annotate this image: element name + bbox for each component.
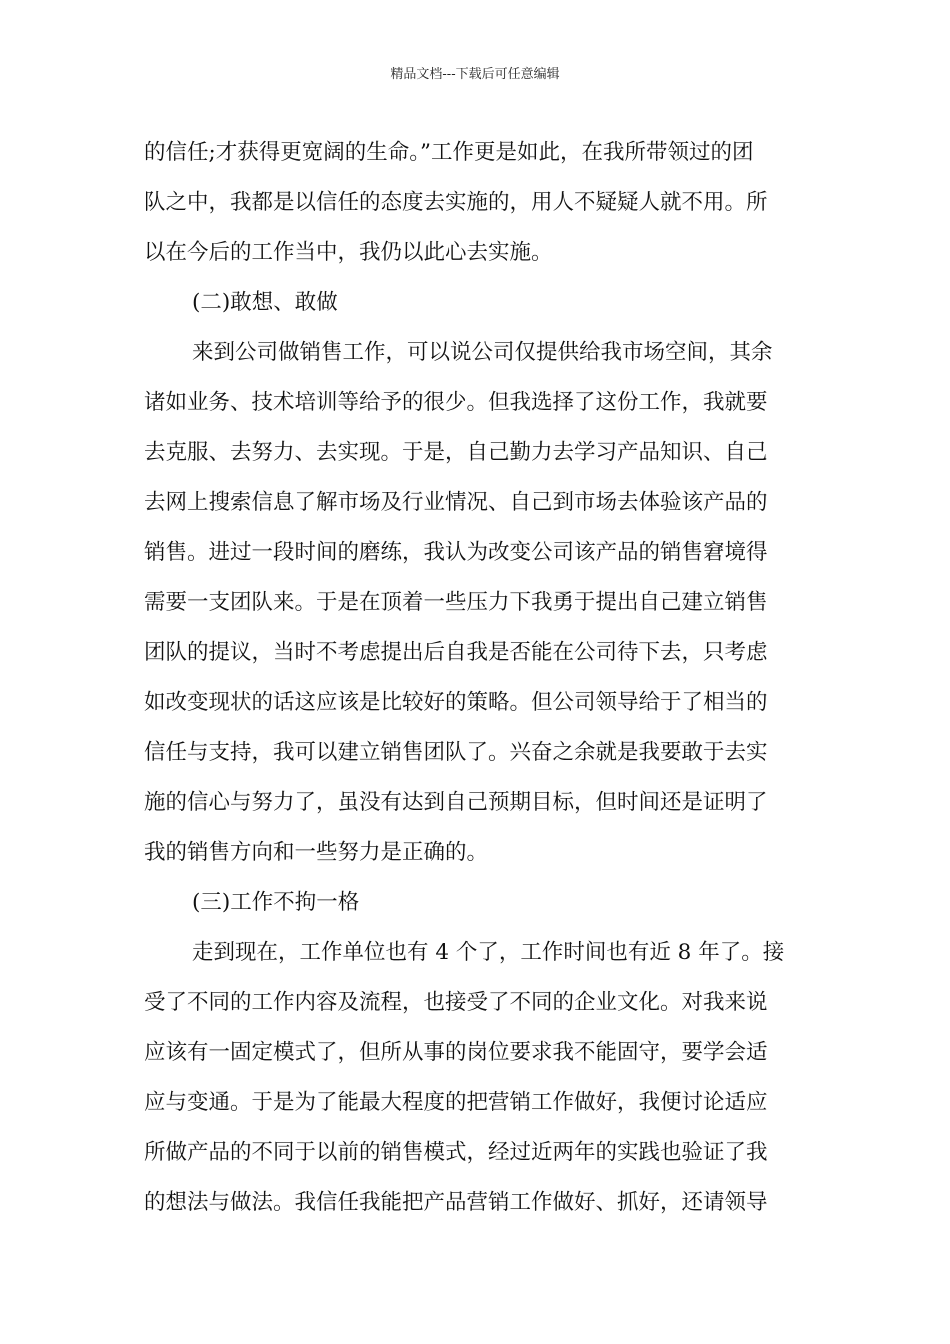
text-line: 的信任;才获得更宽阔的生命。”工作更是如此，在我所带领过的团: [144, 140, 754, 165]
text-line: 诸如业务、技术培训等给予的很少。但我选择了这份工作，我就要: [144, 390, 768, 415]
text-line: 的想法与做法。我信任我能把产品营销工作做好、抓好，还请领导: [144, 1190, 768, 1215]
text-line: 需要一支团队来。于是在顶着一些压力下我勇于提出自己建立销售: [144, 590, 768, 615]
text-line: 信任与支持，我可以建立销售团队了。兴奋之余就是我要敢于去实: [144, 740, 768, 765]
text-line: 去克服、去努力、去实现。于是，自己勤力去学习产品知识、自己: [144, 440, 768, 465]
text-line: 以在今后的工作当中，我仍以此心去实施。: [144, 240, 553, 265]
text-line: 走到现在，工作单位也有 4 个了，工作时间也有近 8 年了。接: [192, 940, 785, 965]
text-line: 所做产品的不同于以前的销售模式，经过近两年的实践也验证了我: [144, 1140, 768, 1165]
text-line: 销售。进过一段时间的磨练，我认为改变公司该产品的销售窘境得: [144, 540, 768, 565]
text-line: 如改变现状的话这应该是比较好的策略。但公司领导给于了相当的: [144, 690, 768, 715]
text-line: 应与变通。于是为了能最大程度的把营销工作做好，我便讨论适应: [144, 1090, 768, 1115]
section-heading: (二)敢想、敢做: [192, 290, 338, 315]
text-line: 团队的提议，当时不考虑提出后自我是否能在公司待下去，只考虑: [144, 640, 768, 665]
text-line: 去网上搜索信息了解市场及行业情况、自己到市场去体验该产品的: [144, 490, 768, 515]
text-line: 应该有一固定模式了，但所从事的岗位要求我不能固守，要学会适: [144, 1040, 768, 1065]
document-body: [144, 128, 808, 1228]
section-heading: (三)工作不拘一格: [192, 890, 360, 915]
text-line: 来到公司做销售工作，可以说公司仅提供给我市场空间，其余: [192, 340, 773, 365]
text-line: 我的销售方向和一些努力是正确的。: [144, 840, 489, 865]
text-line: 受了不同的工作内容及流程，也接受了不同的企业文化。对我来说: [144, 990, 768, 1015]
page-header: 精品文档---下载后可任意编辑: [390, 67, 560, 82]
text-line: 队之中，我都是以信任的态度去实施的，用人不疑疑人就不用。所: [144, 190, 768, 215]
text-line: 施的信心与努力了，虽没有达到自己预期目标，但时间还是证明了: [144, 790, 768, 815]
